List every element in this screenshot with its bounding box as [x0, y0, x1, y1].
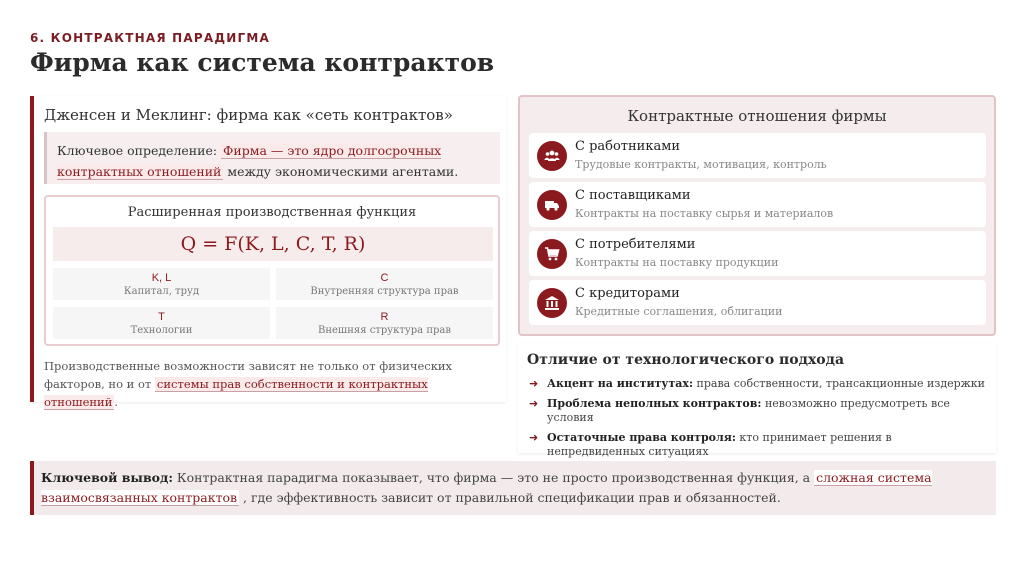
- key-definition: [44, 132, 500, 184]
- arrow-right-icon: ➜: [529, 377, 539, 390]
- list-item: [529, 397, 989, 425]
- item-bold: Остаточные права контроля:: [547, 431, 736, 444]
- relation-title: С работниками: [575, 139, 680, 154]
- production-note: [44, 357, 504, 411]
- item-bold: Проблема неполных контрактов:: [547, 397, 762, 410]
- relations-heading: Контрактные отношения фирмы: [627, 107, 887, 125]
- relation-item-creditors: [529, 280, 986, 325]
- relation-item-suppliers: [529, 182, 986, 227]
- relations-panel: [518, 95, 996, 336]
- list-item: [529, 431, 989, 459]
- difference-list: [529, 377, 989, 465]
- difference-heading: Отличие от технологического подхода: [527, 352, 845, 368]
- note-highlight: системы прав собственности и контрактных отношений: [44, 377, 428, 409]
- panel-heading: Дженсен и Меклинг: фирма как «сеть контрактов»: [44, 106, 453, 124]
- factor-cell: [276, 268, 493, 300]
- definition-label: Ключевое определение:: [57, 143, 222, 158]
- factor-desc: Внешняя структура прав: [318, 325, 451, 336]
- production-function-box: [44, 195, 500, 346]
- definition-highlight: Фирма — это ядро долгосрочных контрактных отношений: [57, 143, 442, 179]
- item-text: невозможно предусмотреть все условия: [547, 397, 950, 424]
- bank-icon: [537, 288, 567, 318]
- jensen-meckling-panel: [30, 96, 506, 409]
- factor-desc: Технологии: [130, 325, 193, 336]
- relation-title: С потребителями: [575, 237, 696, 252]
- item-bold: Акцент на институтах:: [547, 377, 694, 390]
- relation-item-workers: [529, 133, 986, 178]
- definition-rest: между экономическими агентами.: [223, 164, 459, 179]
- factor-symbol: T: [158, 311, 165, 323]
- factor-symbol: K, L: [151, 272, 172, 284]
- difference-panel: [518, 343, 996, 458]
- conclusion-highlight: сложная система взаимосвязанных контрактов: [41, 470, 932, 505]
- factor-desc: Капитал, труд: [123, 286, 200, 297]
- relation-subtitle: Контракты на поставку сырья и материалов: [575, 207, 834, 220]
- factor-cell: [53, 307, 270, 339]
- factor-desc: Внутренняя структура прав: [310, 286, 459, 297]
- note-end: .: [114, 395, 119, 409]
- truck-icon: [537, 190, 567, 220]
- factor-cell: [276, 307, 493, 339]
- relation-subtitle: Кредитные соглашения, облигации: [575, 305, 783, 318]
- relation-subtitle: Контракты на поставку продукции: [575, 256, 779, 269]
- item-text: права собственности, трансакционные издержки: [693, 377, 985, 390]
- factor-symbol: C: [380, 272, 389, 284]
- note-text: Производственные возможности зависят не только от физических факторов, но и от: [44, 359, 453, 391]
- users-icon: [537, 141, 567, 171]
- relation-title: С поставщиками: [575, 188, 691, 203]
- relation-item-consumers: [529, 231, 986, 276]
- factor-symbol: R: [380, 311, 389, 323]
- production-title: Расширенная производственная функция: [127, 205, 417, 220]
- factor-cell: [53, 268, 270, 300]
- page-title: Фирма как система контрактов: [30, 48, 495, 77]
- arrow-right-icon: ➜: [529, 431, 539, 444]
- conclusion-end: , где эффективность зависит от правильной спецификации прав и обязанностей.: [239, 490, 781, 505]
- section-kicker: 6. КОНТРАКТНАЯ ПАРАДИГМА: [30, 31, 270, 45]
- arrow-right-icon: ➜: [529, 397, 539, 410]
- cart-icon: [537, 239, 567, 269]
- conclusion-label: Ключевой вывод:: [41, 470, 173, 485]
- relation-subtitle: Трудовые контракты, мотивация, контроль: [575, 158, 827, 171]
- list-item: [529, 377, 989, 391]
- key-conclusion: [30, 461, 996, 515]
- item-text: кто принимает решения в непредвиденных ситуациях: [547, 431, 892, 458]
- conclusion-text: Контрактная парадигма показывает, что фирма — это не просто производственная функция, а: [172, 470, 815, 485]
- relation-title: С кредиторами: [575, 286, 680, 301]
- formula: Q = F(K, L, C, T, R): [53, 227, 493, 261]
